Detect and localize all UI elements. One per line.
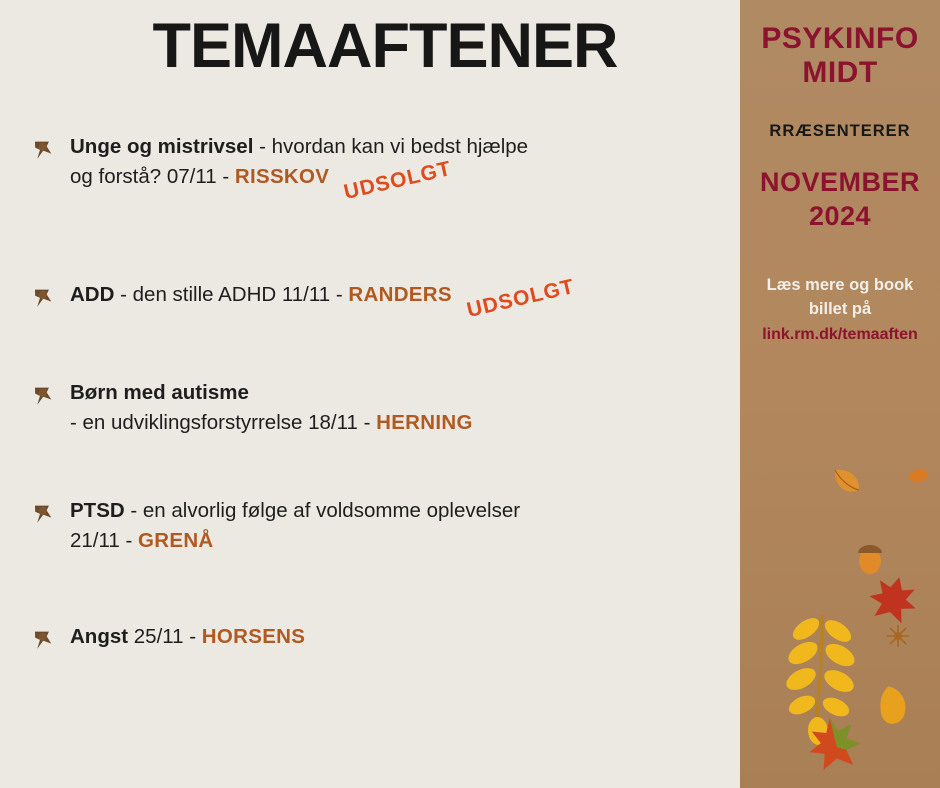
event-text (70, 132, 720, 205)
event-location: HERNING (376, 411, 473, 434)
booking-link[interactable]: link.rm.dk/temaaften (762, 326, 918, 343)
event-title: Unge og mistrivsel (70, 135, 254, 158)
event-title: Angst (70, 625, 129, 648)
page-title: TEMAAFTENER (152, 11, 618, 81)
booking-info (740, 273, 940, 347)
brand-line-2: MIDT (802, 56, 878, 89)
list-item[interactable] (26, 132, 720, 205)
autumn-leaves-decoration (740, 0, 940, 788)
presents-label: RRÆSENTERER (769, 122, 911, 140)
brand-name (740, 22, 940, 90)
list-item[interactable] (26, 378, 720, 438)
month-label: NOVEMBER (759, 167, 920, 197)
month-year (740, 165, 940, 233)
list-item[interactable] (26, 496, 720, 556)
pushpin-icon (30, 625, 60, 655)
event-title: Børn med autisme (70, 381, 249, 404)
booking-line-1: Læs mere og book (766, 276, 914, 294)
pushpin-icon (30, 499, 60, 529)
pushpin-icon (30, 283, 60, 313)
year-label: 2024 (808, 201, 872, 231)
status-badge: UDSOLGT (464, 274, 577, 323)
pushpin-icon (30, 381, 60, 411)
event-desc: - den stille ADHD 11/11 - (114, 283, 349, 306)
event-text (70, 622, 720, 652)
event-desc: - hvordan kan vi bedst hjælpe (253, 135, 529, 158)
event-desc: - en alvorlig følge af voldsomme oplevelser (124, 499, 521, 522)
event-title: PTSD (70, 499, 125, 522)
event-desc: 25/11 - (128, 625, 202, 648)
poster-sidebar (740, 0, 940, 788)
list-item[interactable] (26, 274, 720, 323)
status-badge: UDSOLGT (341, 156, 454, 205)
brand-line-1: PSYKINFO (761, 22, 919, 55)
event-text (70, 378, 720, 438)
event-desc: - en udviklingsforstyrrelse 18/11 - (70, 411, 377, 434)
event-location: RISSKOV (234, 165, 330, 188)
event-location: RANDERS (348, 283, 452, 306)
event-date: og forstå? 07/11 - (70, 165, 235, 188)
event-list (26, 132, 720, 652)
event-date: 21/11 - (70, 529, 138, 552)
event-title: ADD (70, 283, 115, 306)
event-location: GRENÅ (138, 529, 214, 552)
list-item[interactable] (26, 622, 720, 652)
pushpin-icon (30, 135, 60, 165)
event-text (70, 274, 720, 323)
event-location: HORSENS (201, 625, 306, 648)
event-text (70, 496, 720, 556)
booking-line-2: billet på (808, 300, 872, 318)
